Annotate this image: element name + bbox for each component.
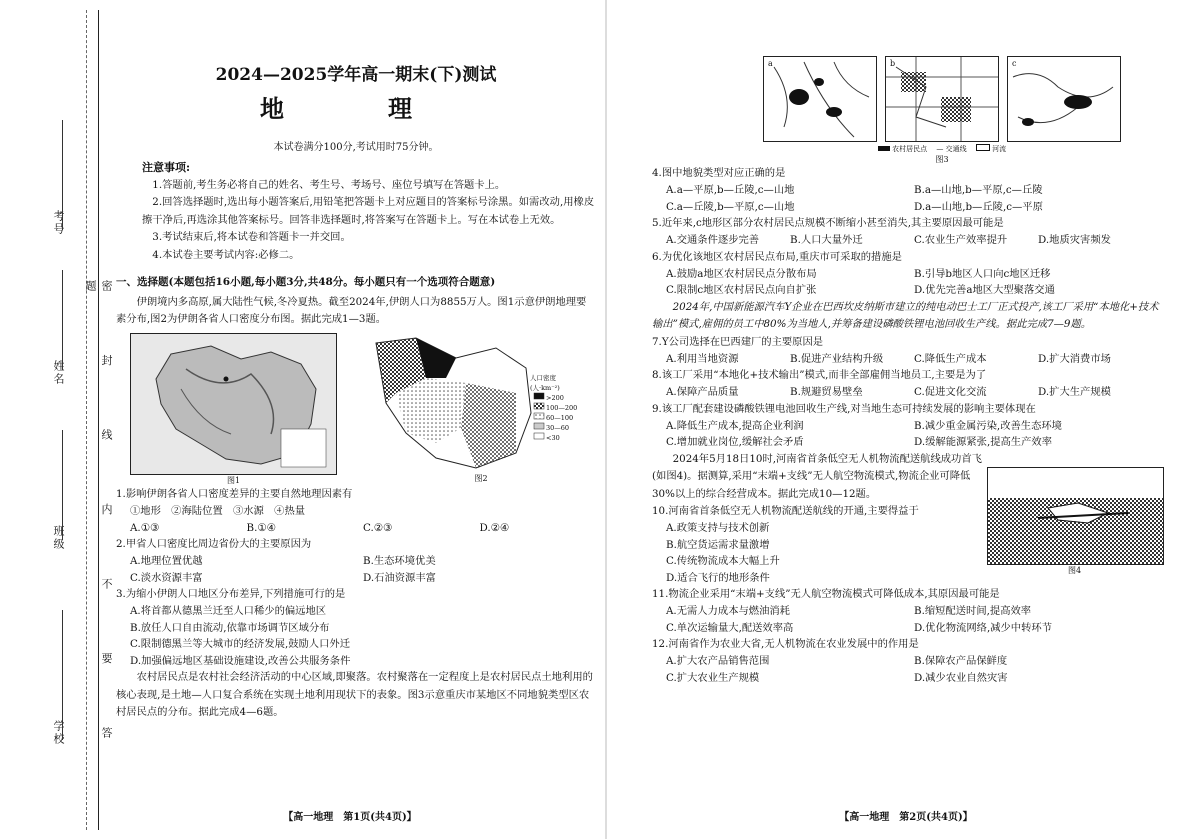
question-3: 3.为缩小伊朗人口地区分布差异,下列措施可行的是: [116, 588, 346, 600]
legend-item: 河流: [992, 145, 1007, 153]
question-6: 6.为优化该地区农村居民点布局,重庆市可采取的措施是: [652, 250, 902, 263]
question-2: 2.甲省人口密度比周边省份大的主要原因为: [116, 538, 312, 550]
option: B.减少重金属污染,改善生态环境: [914, 419, 1062, 432]
banji-label: 班级: [52, 525, 65, 551]
option: C.农业生产效率提升: [914, 234, 1008, 246]
intro-3: 2024年,中国新能源汽车Y企业在巴西坎皮纳斯市建立的纯电动巴士工厂正式投产,该工厂采用“本地化+技术输出”模式,雇佣的员工中80%为当地人,并筹备建设磷酸铁锂电池回收生产线。据此完成7—9题。: [652, 300, 1159, 330]
option: A.交通条件逐步完善: [666, 234, 760, 246]
question-12-options: [652, 653, 1162, 686]
figure-2: [366, 333, 596, 486]
figure-3: [722, 56, 1162, 142]
legend-item: 100—200: [546, 403, 578, 412]
question-10: 10.河南省首条低空无人机物流配送航线的开通,主要得益于: [652, 505, 919, 517]
figure-4: [987, 467, 1162, 576]
figure-1: [130, 333, 337, 486]
option: A.将首都从德黑兰迁至人口稀少的偏远地区: [130, 605, 327, 617]
legend-line: —: [936, 145, 944, 153]
option: B.a—山地,b—平原,c—丘陵: [914, 184, 1043, 196]
figure-2-caption: 图2: [474, 473, 488, 483]
option: B.①④: [246, 521, 276, 534]
fig3-map-c: [1007, 56, 1121, 142]
option: C.单次运输量大,配送效率高: [666, 621, 794, 634]
block-10-12: [652, 451, 1162, 587]
option: D.②④: [479, 521, 510, 534]
drone-photo: [987, 467, 1164, 565]
option: D.扩大消费市场: [1038, 352, 1111, 365]
option: A.政策支持与技术创新: [666, 522, 770, 534]
fig3-label-a: a: [768, 59, 773, 68]
page-fold: [605, 0, 607, 839]
option: A.鼓励a地区农村居民点分散布局: [666, 267, 817, 280]
question-8-options: [652, 384, 1162, 401]
legend-item: >200: [546, 393, 564, 402]
legend-item: 农村居民点: [892, 145, 928, 153]
option: A.①③: [130, 521, 160, 534]
fig2-legend: [530, 373, 577, 443]
question-7: 7.Y公司选择在巴西建厂的主要原因是: [652, 335, 824, 348]
legend-item: 交通线: [945, 145, 967, 153]
option: C.②③: [363, 521, 393, 534]
legend-unit: (人·km⁻²): [530, 383, 560, 392]
option: C.限制c地区农村居民点向自扩张: [666, 284, 817, 296]
question-9: 9.该工厂配套建设磷酸铁锂电池回收生产线,对当地生态可持续发展的影响主要体现在: [652, 402, 1036, 415]
banji-line: [62, 430, 63, 540]
option: B.航空货运需求量激增: [666, 538, 770, 551]
page1-content: [116, 52, 596, 722]
kaohao-line: [62, 120, 63, 230]
iran-density-map: [366, 333, 596, 473]
question-11-options: [652, 603, 1162, 636]
question-8: 8.该工厂采用“本地化+技术输出”模式,而非全部雇佣当地员工,主要是为了: [652, 369, 987, 381]
option: D.减少农业自然灾害: [914, 671, 1008, 684]
subject-title: 地 理: [260, 94, 452, 123]
page2-content: [652, 52, 1162, 686]
figure-4-caption: 图4: [1067, 565, 1082, 575]
intro-1: 伊朗境内多高原,属大陆性气候,冬冷夏热。截至2024年,伊朗人口为8855万人。图1示意伊朗地理要素分布,图2为伊朗各省人口密度分布图。据此完成1—3题。: [116, 295, 587, 325]
xingming-label: 姓名: [52, 360, 65, 386]
note-1: 1.答题前,考生务必将自己的姓名、考生号、考场号、座位号填写在答题卡上。: [152, 178, 506, 191]
kaohao-label: 考号: [52, 210, 65, 236]
option: B.促进产业结构升级: [790, 352, 884, 365]
option: C.淡水资源丰富: [130, 571, 203, 584]
option: A.无需人力成本与燃油消耗: [666, 605, 790, 617]
note-4: 4.本试卷主要考试内容:必修二。: [152, 248, 300, 261]
page-2-footer: 【高一地理 第2页(共4页)】: [839, 812, 973, 823]
question-3-options: [116, 603, 596, 669]
question-4-options: [652, 182, 1162, 215]
question-12: 12.河南省作为农业大省,无人机物流在农业发展中的作用是: [652, 638, 919, 650]
fig3-map-b: [885, 56, 999, 142]
option: B.规避贸易壁垒: [790, 386, 863, 398]
question-2-options: [116, 553, 596, 586]
option: D.缓解能源紧张,提高生产效率: [914, 436, 1052, 448]
question-11: 11.物流企业采用“末端+支线”无人航空物流模式可降低成本,其原因最可能是: [652, 588, 1000, 600]
note-3: 3.考试结束后,将本试卷和答题卡一并交回。: [152, 231, 351, 243]
intro-2: 农村居民点是农村社会经济活动的中心区域,即聚落。农村聚落在一定程度上是农村居民点土地利用的核心表现,是土地—人口复合系统在实现土地利用现状下的表象。图3示意重庆市某地区不同地貌类型区农村居民点的分布。据此完成4—6题。: [116, 671, 593, 718]
legend-item: 60—100: [546, 413, 574, 422]
question-9-options: [652, 418, 1162, 451]
option: D.优化物流网络,减少中转环节: [914, 621, 1052, 634]
notes-title: 注意事项:: [142, 161, 191, 174]
question-6-options: [652, 266, 1162, 299]
question-1: 1.影响伊朗各省人口密度差异的主要自然地理因素有: [116, 487, 353, 500]
xuexiao-label: 学校: [52, 720, 65, 746]
option: B.放任人口自由流动,依靠市场调节区域分布: [130, 621, 330, 634]
option: C.a—丘陵,b—平原,c—山地: [666, 200, 795, 213]
legend-swatch: [878, 146, 890, 151]
figures-1-2: [130, 333, 596, 486]
note-2: 2.回答选择题时,选出每小题答案后,用铅笔把答题卡上对应题目的答案标号涂黑。如需改动,用橡皮擦干净后,再选涂其他答案标号。回答非选择题时,将答案写在答题卡上。写在本试卷上无效。: [142, 196, 595, 226]
option: C.降低生产成本: [914, 352, 987, 365]
option: B.人口大量外迁: [790, 234, 863, 246]
option: D.石油资源丰富: [363, 571, 436, 584]
option: D.a—山地,b—丘陵,c—平原: [914, 200, 1043, 213]
question-1-items: ①地形 ②海陆位置 ③水源 ④热量: [130, 504, 306, 517]
section-1-header: 一、选择题(本题包括16小题,每小题3分,共48分。每小题只有一个选项符合题意): [116, 276, 496, 288]
page-1-footer: 【高一地理 第1页(共4页)】: [283, 812, 417, 823]
question-4: 4.图中地貌类型对应正确的是: [652, 167, 786, 179]
option: D.地质灾害频发: [1038, 234, 1111, 246]
option: C.扩大农业生产规模: [666, 671, 760, 684]
option: D.适合飞行的地形条件: [666, 571, 770, 584]
option: A.地理位置优越: [130, 555, 203, 567]
option: C.促进文化交流: [914, 386, 987, 398]
option: B.生态环境优美: [363, 555, 436, 567]
question-7-options: [652, 351, 1162, 368]
question-5-options: [652, 232, 1162, 249]
option: B.保障农产品保鲜度: [914, 655, 1008, 667]
question-5: 5.近年来,c地形区部分农村居民点规模不断缩小甚至消失,其主要原因最可能是: [652, 217, 1004, 229]
option: A.扩大农产品销售范围: [666, 655, 770, 667]
option: A.保障产品质量: [666, 386, 739, 398]
page-2: [612, 0, 1200, 839]
fig3-label-b: b: [890, 59, 896, 68]
option: B.缩短配送时间,提高效率: [914, 605, 1032, 617]
iran-terrain-map: [130, 333, 337, 475]
legend-item: <30: [546, 433, 560, 442]
xuexiao-line: [62, 610, 63, 740]
option: B.引导b地区人口向c地区迁移: [914, 267, 1051, 280]
fig3-legend: [722, 144, 1162, 154]
legend-item: 30—60: [546, 423, 570, 432]
option: C.限制德黑兰等大城市的经济发展,鼓励人口外迁: [130, 638, 350, 650]
fig3-label-c: c: [1012, 59, 1017, 68]
binding-margin: [0, 0, 113, 839]
exam-info: 本试卷满分100分,考试用时75分钟。: [273, 142, 439, 153]
fig3-map-a: [763, 56, 877, 142]
option: A.降低生产成本,提高企业利润: [666, 419, 804, 432]
exam-title: 2024—2025学年高一期末(下)测试: [215, 65, 497, 85]
option: C.增加就业岗位,缓解社会矛盾: [666, 436, 804, 448]
option: C.传统物流成本大幅上升: [666, 555, 780, 567]
question-1-options: [116, 520, 596, 537]
option: A.利用当地资源: [666, 352, 739, 365]
option: D.加强偏远地区基础设施建设,改善公共服务条件: [130, 654, 351, 667]
figure-1-caption: 图1: [226, 475, 241, 485]
legend-title: 人口密度: [530, 373, 556, 382]
legend-swatch: [976, 144, 990, 151]
option: D.扩大生产规模: [1038, 386, 1111, 398]
intro-4: 2024年5月18日10时,河南省首条低空无人机物流配送航线成功首飞(如图4)。据测算,采用“末端+支线”无人航空物流模式,物流企业可降低30%以上的综合经营成本。据此完成10—12题。: [652, 452, 982, 500]
option: A.a—平原,b—丘陵,c—山地: [666, 184, 795, 196]
xingming-line: [62, 270, 63, 370]
seal-notice: 密 封 线 内 不 要 答 题: [84, 280, 113, 768]
figure-3-caption: 图3: [935, 155, 949, 164]
option: D.优先完善a地区大型聚落交通: [914, 284, 1055, 296]
